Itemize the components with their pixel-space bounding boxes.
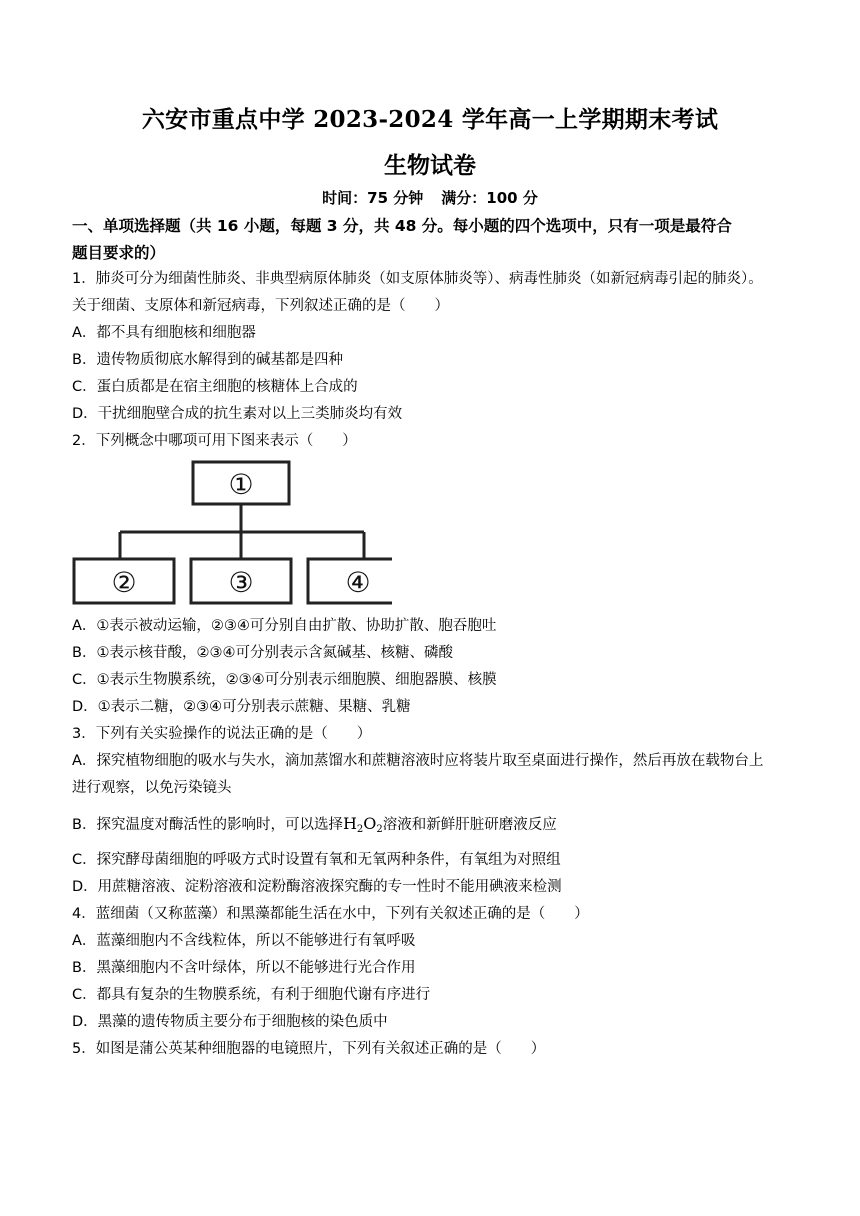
exam-info xyxy=(0,187,860,208)
q1-stem-line2: 关于细菌、支原体和新冠病毒，下列叙述正确的是（ ） xyxy=(72,298,449,314)
diagram-label-top: ① xyxy=(228,468,254,501)
q3-option-c: C．探究酵母菌细胞的呼吸方式时设置有氧和无氧两种条件，有氧组为对照组 xyxy=(72,852,561,868)
q2-option-c: C．①表示生物膜系统，②③④可分别表示细胞膜、细胞器膜、核膜 xyxy=(72,672,497,688)
q4-option-a: A．蓝藻细胞内不含线粒体，所以不能够进行有氧呼吸 xyxy=(72,933,416,949)
diagram-label-middle: ③ xyxy=(228,566,254,599)
q1-option-d: D．干扰细胞壁合成的抗生素对以上三类肺炎均有效 xyxy=(72,406,403,422)
q2-stem: 2．下列概念中哪项可用下图来表示（ ） xyxy=(72,433,357,449)
q4-stem: 4．蓝细菌（又称蓝藻）和黑藻都能生活在水中，下列有关叙述正确的是（ ） xyxy=(72,906,589,922)
q2-option-d: D．①表示二糖，②③④可分别表示蔗糖、果糖、乳糖 xyxy=(72,699,411,715)
q3-option-b-post: 溶液和新鲜肝脏研磨液反应 xyxy=(382,817,557,833)
q3-option-b xyxy=(72,814,557,840)
q4-option-b: B．黑藻细胞内不含叶绿体，所以不能够进行光合作用 xyxy=(72,960,416,976)
h2o2-formula: $H_2O_2$ xyxy=(342,814,383,835)
q1-stem-line1: 1．肺炎可分为细菌性肺炎、非典型病原体肺炎（如支原体肺炎等）、病毒性肺炎（如新冠病毒引起的肺炎）。 xyxy=(72,271,763,287)
q3-option-d: D．用蔗糖溶液、淀粉溶液和淀粉酶溶液探究酶的专一性时不能用碘液来检测 xyxy=(72,879,562,895)
q1-option-b: B．遗传物质彻底水解得到的碱基都是四种 xyxy=(72,352,343,368)
diagram-label-right: ④ xyxy=(345,566,371,599)
q3-stem: 3．下列有关实验操作的说法正确的是（ ） xyxy=(72,726,372,742)
section-heading-line1: 一、单项选择题（共 16 小题，每题 3 分，共 48 分。每小题的四个选项中，只有一项是最符合 xyxy=(72,217,732,235)
diagram-label-left: ② xyxy=(111,566,137,599)
q1-option-a: A．都不具有细胞核和细胞器 xyxy=(72,325,256,341)
q2-option-b: B．①表示核苷酸，②③④可分别表示含氮碱基、核糖、磷酸 xyxy=(72,645,453,661)
q3-option-a-line2: 进行观察，以免污染镜头 xyxy=(72,780,232,796)
exam-score: 满分：100 分 xyxy=(441,189,538,207)
exam-subtitle: 生物试卷 xyxy=(384,152,476,179)
exam-title: 六安市重点中学 2023-2024 学年高一上学期期末考试 xyxy=(141,106,719,133)
q3-option-a-line1: A．探究植物细胞的吸水与失水，滴加蒸馏水和蔗糖溶液时应将装片取至桌面进行操作，然后再放在载物台上 xyxy=(72,753,764,769)
concept-hierarchy-diagram xyxy=(72,455,392,610)
section-heading-line2: 题目要求的） xyxy=(72,244,166,262)
q1-option-c: C．蛋白质都是在宿主细胞的核糖体上合成的 xyxy=(72,379,358,395)
q4-option-c: C．都具有复杂的生物膜系统，有利于细胞代谢有序进行 xyxy=(72,987,431,1003)
q2-option-a: A．①表示被动运输，②③④可分别自由扩散、协助扩散、胞吞胞吐 xyxy=(72,618,497,634)
q5-stem: 5．如图是蒲公英某种细胞器的电镜照片，下列有关叙述正确的是（ ） xyxy=(72,1041,546,1057)
q4-option-d: D．黑藻的遗传物质主要分布于细胞核的染色质中 xyxy=(72,1014,388,1030)
q3-option-b-pre: B．探究温度对酶活性的影响时，可以选择 xyxy=(72,817,343,833)
exam-time: 时间：75 分钟 xyxy=(322,189,424,207)
